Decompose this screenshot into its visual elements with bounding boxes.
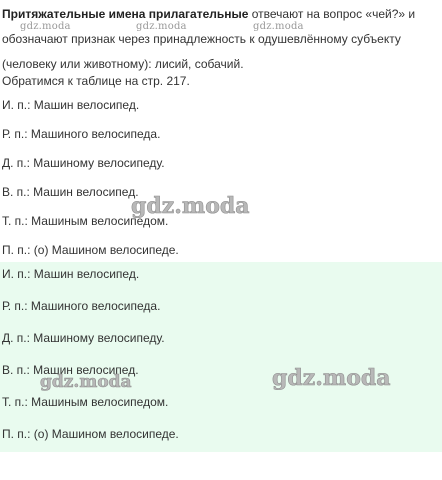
case-prepositional: П. п.: (о) Машином велосипеде. — [2, 243, 179, 257]
answer-case-list — [2, 266, 440, 458]
watermark-large-3: gdz.moda — [40, 372, 132, 392]
intro-term: Притяжательные имена прилагательные — [2, 7, 249, 21]
case-instrumental: Т. п.: Машиным велосипедом. — [2, 214, 169, 228]
answer-case-dative: Д. п.: Машиному велосипеду. — [2, 331, 165, 345]
case-accusative: В. п.: Машин велосипед. — [2, 185, 139, 199]
watermark-small-2: gdz.moda — [136, 21, 187, 32]
watermark-large-1: gdz.moda — [131, 193, 250, 219]
case-list — [2, 97, 440, 271]
case-genitive: Р. п.: Машиного велосипеда. — [2, 127, 161, 141]
watermark-small-1: gdz.moda — [20, 21, 71, 32]
answer-case-instrumental: Т. п.: Машиным велосипедом. — [2, 395, 169, 409]
answer-panel — [0, 262, 442, 452]
case-nominative: И. п.: Машин велосипед. — [2, 98, 140, 112]
intro-paragraph — [2, 2, 434, 77]
watermark-small-3: gdz.moda — [253, 21, 304, 32]
watermark-large-2: gdz.moda — [272, 365, 391, 391]
answer-case-accusative: В. п.: Машин велосипед. — [2, 363, 139, 377]
answer-case-prepositional: П. п.: (о) Машином велосипеде. — [2, 427, 179, 441]
answer-case-genitive: Р. п.: Машиного велосипеда. — [2, 299, 161, 313]
table-reference: Обратимся к таблице на стр. 217. — [2, 74, 190, 88]
case-dative: Д. п.: Машиному велосипеду. — [2, 156, 165, 170]
intro-definition: отвечают на вопрос «чей?» и обозначают признак через принадлежность к одушевлённому субъекту (человеку или животному): лисий, собачий. — [2, 7, 416, 71]
answer-case-nominative: И. п.: Машин велосипед. — [2, 267, 140, 281]
